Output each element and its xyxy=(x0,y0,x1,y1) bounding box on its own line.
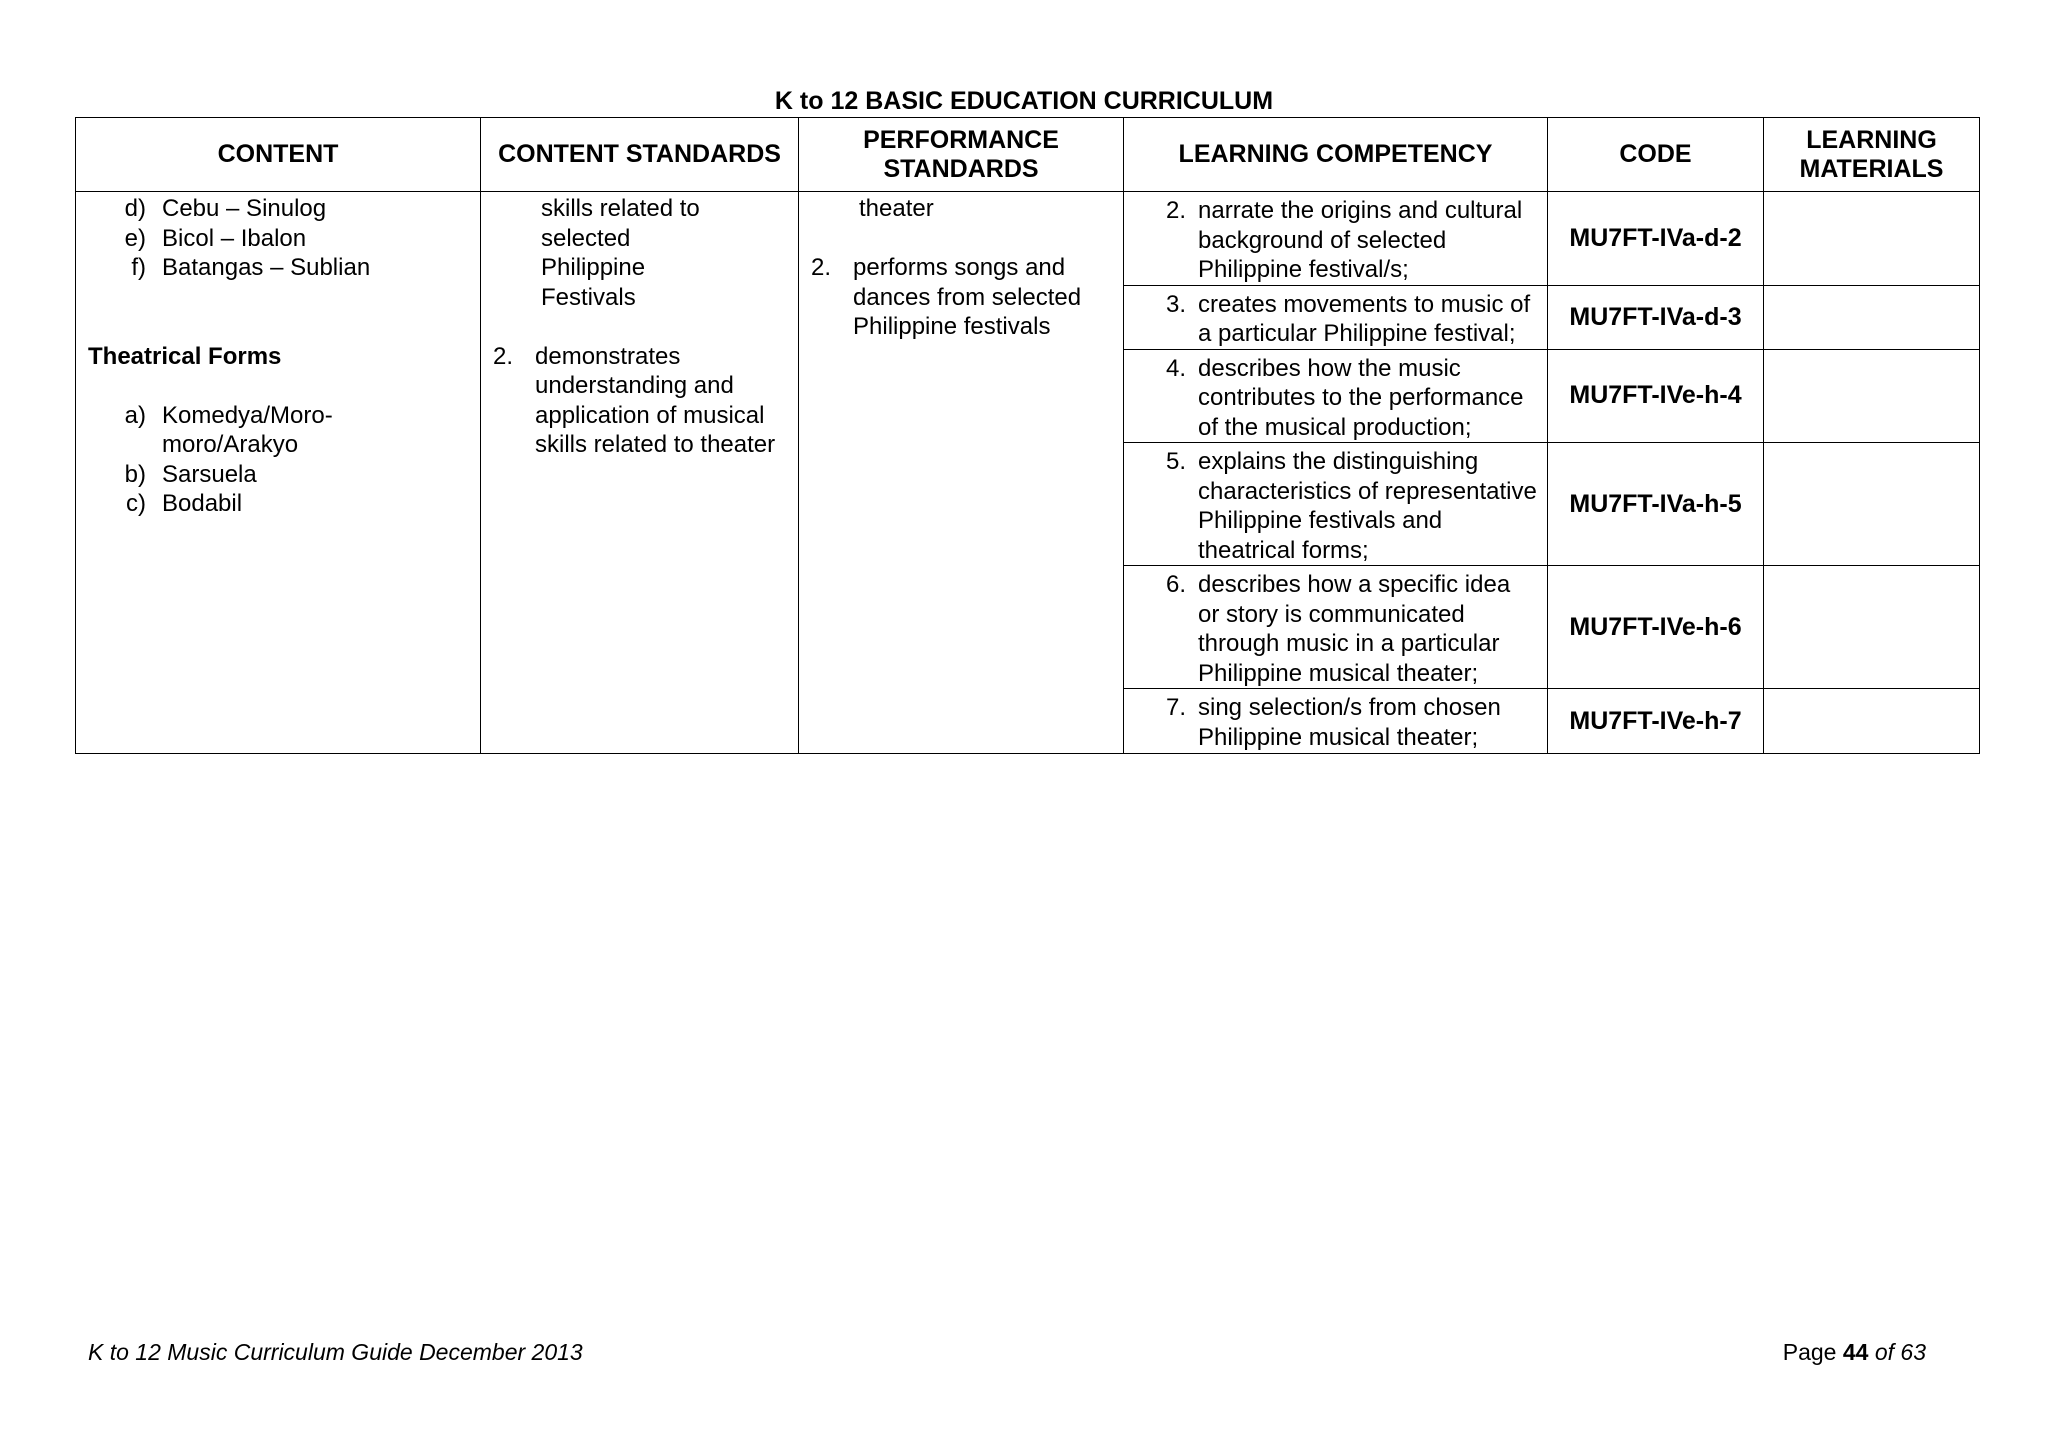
code-cell: MU7FT-IVe-h-6 xyxy=(1548,566,1764,689)
list-marker: b) xyxy=(124,460,146,488)
content-standard-continued: skills related to selected Philippine Festivals xyxy=(541,195,700,311)
list-text: Batangas – Sublian xyxy=(162,254,371,281)
list-item xyxy=(76,224,470,254)
curriculum-table xyxy=(75,117,1980,754)
table-header-row xyxy=(76,118,1980,192)
header-performance-line-2: STANDARDS xyxy=(883,154,1039,183)
content-cell xyxy=(76,192,481,754)
list-item xyxy=(76,253,470,283)
list-text: Komedya/Moro-moro/Arakyo xyxy=(162,401,333,458)
competency-number: 4. xyxy=(1165,354,1186,382)
materials-cell xyxy=(1764,285,1980,349)
header-learning-materials xyxy=(1764,118,1980,192)
competency-text: explains the distinguishing characteristics of representative Philippine festivals and theatrical forms; xyxy=(1198,448,1537,564)
header-materials-line-1: LEARNING xyxy=(1806,125,1937,154)
competency-cell xyxy=(1124,349,1548,443)
materials-cell xyxy=(1764,349,1980,443)
competency-number: 5. xyxy=(1165,448,1186,475)
theatrical-forms-heading: Theatrical Forms xyxy=(88,342,282,370)
competency-number: 7. xyxy=(1165,694,1186,721)
list-text: Cebu – Sinulog xyxy=(162,195,327,222)
competency-text: describes how a specific idea or story is communicated through music in a particular Philippine musical theater; xyxy=(1198,571,1511,687)
materials-cell xyxy=(1764,192,1980,286)
code-cell: MU7FT-IVa-d-3 xyxy=(1548,285,1764,349)
materials-cell xyxy=(1764,689,1980,754)
header-learning-competency: LEARNING COMPETENCY xyxy=(1124,118,1548,192)
code-cell: MU7FT-IVa-h-5 xyxy=(1548,443,1764,566)
header-content: CONTENT xyxy=(76,118,481,192)
competency-cell xyxy=(1124,192,1548,286)
header-performance-line-1: PERFORMANCE xyxy=(863,125,1059,154)
materials-cell xyxy=(1764,566,1980,689)
competency-cell xyxy=(1124,443,1548,566)
list-item xyxy=(811,253,1113,342)
list-marker: e) xyxy=(124,224,146,252)
competency-cell xyxy=(1124,285,1548,349)
list-text: Bicol – Ibalon xyxy=(162,224,307,252)
competency-text: describes how the music contributes to the performance of the musical production; xyxy=(1198,354,1524,441)
list-marker: 2. xyxy=(811,254,832,281)
list-item xyxy=(493,342,788,460)
header-code: CODE xyxy=(1548,118,1764,192)
list-marker: d) xyxy=(124,195,146,222)
competency-cell xyxy=(1124,689,1548,754)
code-cell: MU7FT-IVa-d-2 xyxy=(1548,192,1764,286)
page-word: Page xyxy=(1782,1339,1837,1365)
content-standards-cell xyxy=(481,192,799,754)
list-marker: c) xyxy=(126,490,146,517)
page-total: of 63 xyxy=(1874,1339,1926,1365)
performance-standards-cell xyxy=(799,192,1124,754)
list-item xyxy=(76,489,470,519)
code-cell: MU7FT-IVe-h-4 xyxy=(1548,349,1764,443)
table-row xyxy=(76,192,1980,286)
competency-cell xyxy=(1124,566,1548,689)
header-performance-standards xyxy=(799,118,1124,192)
list-marker: a) xyxy=(124,401,146,429)
footer-guide-title: K to 12 Music Curriculum Guide December 2013 xyxy=(88,1339,583,1365)
list-item xyxy=(76,194,470,224)
header-materials-line-2: MATERIALS xyxy=(1799,154,1944,183)
competency-text: creates movements to music of a particular Philippine festival; xyxy=(1198,290,1531,347)
materials-cell xyxy=(1764,443,1980,566)
list-text: Sarsuela xyxy=(162,460,257,488)
list-marker: 2. xyxy=(493,342,514,370)
list-text: performs songs and dances from selected Philippine festivals xyxy=(853,254,1082,340)
header-content-standards: CONTENT STANDARDS xyxy=(481,118,799,192)
competency-number: 6. xyxy=(1165,571,1186,598)
list-text: Bodabil xyxy=(162,490,243,517)
competency-number: 2. xyxy=(1165,197,1186,224)
document-title: K to 12 BASIC EDUCATION CURRICULUM xyxy=(774,87,1274,115)
competency-text: sing selection/s from chosen Philippine musical theater; xyxy=(1198,694,1501,751)
list-marker: f) xyxy=(131,254,146,281)
performance-standard-continued: theater xyxy=(859,195,934,222)
list-item xyxy=(76,401,470,460)
page-current: 44 xyxy=(1842,1339,1869,1365)
competency-text: narrate the origins and cultural background of selected Philippine festival/s; xyxy=(1198,197,1523,283)
list-item xyxy=(76,460,470,490)
list-text: demonstrates understanding and application of musical skills related to theater xyxy=(535,342,776,458)
competency-number: 3. xyxy=(1165,290,1186,318)
code-cell: MU7FT-IVe-h-7 xyxy=(1548,689,1764,754)
footer-page-number xyxy=(1783,1339,1926,1366)
